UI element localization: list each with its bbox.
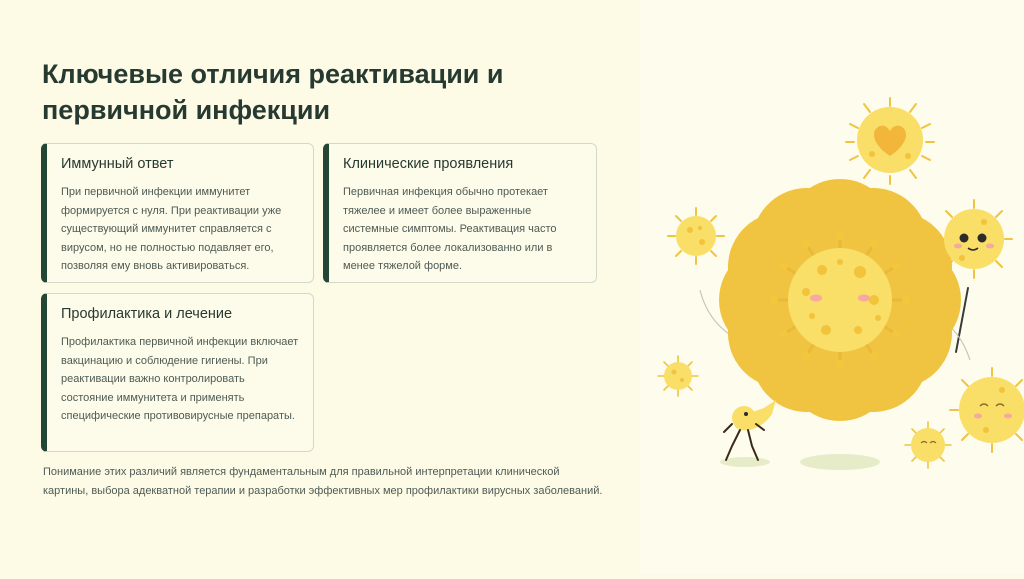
virus-illustration-icon [640,0,1024,574]
walking-character-icon [724,400,776,460]
card-text: Первичная инфекция обычно протекает тяжелее и имеет более выраженные системные симптомы. Реактивация часто проявляется более локализованно или в менее тяжелой форме. [343,186,557,272]
summary-text: Понимание этих различий является фундаментальным для правильной интерпретации клинической картины, выбора адекватной терапии и разработки эффективных мер профилактики вирусных заболеваний. [43,466,603,497]
small-virus-icon [668,208,724,264]
tiny-virus-icon [658,356,698,396]
shadow-icon [800,454,880,470]
slide-title: Ключевые отличия реактивации и первичной инфекции [42,59,504,125]
card-immune-response [41,143,314,283]
heart-virus-icon [846,98,934,184]
card-text: При первичной инфекции иммунитет формируется с нуля. При реактивации уже существующий иммунитет справляется с вирусом, но не полностью подавляет его, позволяя ему вновь активироваться. [61,186,282,272]
small-bottom-virus-icon [905,422,951,468]
face-virus-icon [935,200,1012,278]
illustration-panel [640,0,1024,574]
card-heading: Клинические проявления [343,156,514,172]
card-heading: Профилактика и лечение [61,306,233,322]
card-prevention-treatment [41,293,314,452]
card-heading: Иммунный ответ [61,156,174,172]
big-virus-icon [770,232,910,368]
card-text: Профилактика первичной инфекции включает вакцинацию и соблюдение гигиены. При реактивации важно контролировать состояние иммунитета и применять специфические противовирусные препараты. [61,336,299,422]
bottom-right-virus-icon [950,368,1024,452]
card-clinical-manifestations [323,143,597,283]
